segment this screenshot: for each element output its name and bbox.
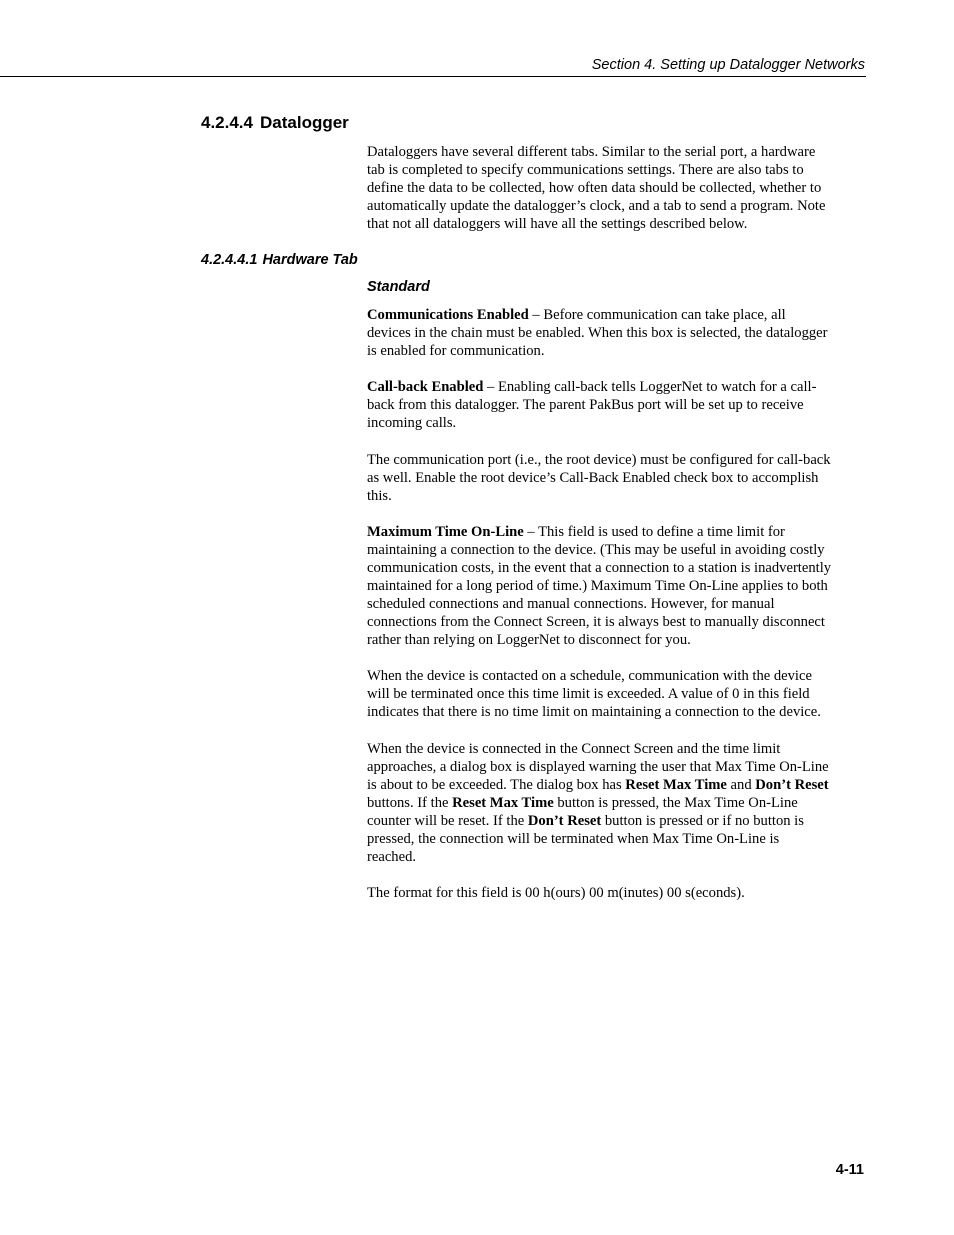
paragraph-line: pressed, the connection will be terminated when Max Time On-Line is: [367, 831, 780, 847]
communications-enabled-paragraph: [367, 306, 867, 360]
term-dont-reset: Don’t Reset: [527, 813, 602, 829]
line-text: button is pressed, the Max Time On-Line: [553, 795, 798, 811]
paragraph-line: connections from the Connect Screen, it is always best to manually disconnect: [367, 614, 825, 630]
section-title: Datalogger: [260, 113, 349, 132]
max-time-online-paragraph: [367, 523, 867, 649]
paragraph-line: back from this datalogger. The parent PakBus port will be set up to receive: [367, 397, 804, 413]
paragraph-line: indicates that there is no time limit on maintaining a connection to the device.: [367, 704, 821, 720]
intro-line: Dataloggers have several different tabs. Similar to the serial port, a hardware: [367, 144, 816, 160]
paragraph-line: maintaining a connection to the device. (This may be useful in avoiding costly: [367, 542, 825, 558]
paragraph-line: communication costs, in the event that a connection to a station is inadvertently: [367, 560, 832, 576]
paragraph-line: When the device is contacted on a schedule, communication with the device: [367, 668, 812, 684]
section-heading: [201, 112, 349, 134]
minor-heading-standard: Standard: [367, 279, 430, 295]
schedule-note-paragraph: [367, 667, 867, 721]
comm-port-note-paragraph: [367, 451, 867, 505]
connect-screen-note-paragraph: [367, 740, 867, 866]
paragraph-line: [367, 812, 867, 830]
paragraph-line: [367, 378, 867, 396]
term-dont-reset: Don’t Reset: [755, 777, 829, 793]
intro-line: tab is completed to specify communications settings. There are also tabs to: [367, 162, 804, 178]
paragraph-line: incoming calls.: [367, 415, 457, 431]
paragraph-line: The format for this field is 00 h(ours) 00 m(inutes) 00 s(econds).: [367, 885, 745, 901]
intro-paragraph: [367, 143, 867, 233]
line-text: is about to be exceeded. The dialog box has: [367, 777, 626, 793]
subsection-number: 4.2.4.4.1: [201, 252, 258, 268]
term-reset-max-time: Reset Max Time: [625, 777, 727, 793]
line-text: button is pressed or if no button is: [601, 813, 804, 829]
paragraph-line: [367, 306, 867, 324]
paragraph-line: maintained for a long period of time.) Maximum Time On-Line applies to both: [367, 578, 828, 594]
line-text: counter will be reset. If the: [367, 813, 528, 829]
line-text: – This field is used to define a time limit for: [523, 524, 785, 540]
intro-line: automatically update the datalogger’s clock, and a tab to send a program. Note: [367, 198, 826, 214]
paragraph-line: rather than relying on LoggerNet to disconnect for you.: [367, 632, 691, 648]
paragraph-line: The communication port (i.e., the root device) must be configured for call-back: [367, 452, 831, 468]
term-communications-enabled: Communications Enabled: [367, 307, 529, 323]
section-number: 4.2.4.4: [201, 113, 253, 132]
line-text: – Before communication can take place, all: [528, 307, 786, 323]
paragraph-line: this.: [367, 488, 392, 504]
paragraph-line: [367, 523, 867, 541]
paragraph-line: devices in the chain must be enabled. When this box is selected, the datalogger: [367, 325, 828, 341]
term-reset-max-time: Reset Max Time: [452, 795, 554, 811]
term-callback-enabled: Call-back Enabled: [367, 379, 484, 395]
running-header: [0, 56, 866, 77]
paragraph-line: approaches, a dialog box is displayed warning the user that Max Time On-Line: [367, 759, 829, 775]
term-max-time-online: Maximum Time On-Line: [367, 524, 524, 540]
line-text: buttons. If the: [367, 795, 453, 811]
page-number: 4-11: [835, 1162, 864, 1178]
subsection-title: Hardware Tab: [262, 252, 358, 268]
paragraph-line: is enabled for communication.: [367, 343, 545, 359]
paragraph-line: When the device is connected in the Connect Screen and the time limit: [367, 741, 781, 757]
intro-line: that not all dataloggers will have all the settings described below.: [367, 216, 748, 232]
intro-line: define the data to be collected, how often data should be collected, whether to: [367, 180, 822, 196]
callback-enabled-paragraph: [367, 378, 867, 432]
paragraph-line: will be terminated once this time limit is exceeded. A value of 0 in this field: [367, 686, 810, 702]
paragraph-line: [367, 776, 867, 794]
line-text: – Enabling call-back tells LoggerNet to watch for a call-: [483, 379, 817, 395]
line-text: and: [726, 777, 756, 793]
paragraph-line: scheduled connections and manual connections. However, for manual: [367, 596, 775, 612]
running-header-title: Section 4. Setting up Datalogger Networks: [591, 57, 865, 73]
subsection-heading: [201, 251, 358, 269]
paragraph-line: [367, 794, 867, 812]
format-note-paragraph: [367, 884, 867, 902]
paragraph-line: reached.: [367, 849, 417, 865]
paragraph-line: as well. Enable the root device’s Call-Back Enabled check box to accomplish: [367, 470, 819, 486]
